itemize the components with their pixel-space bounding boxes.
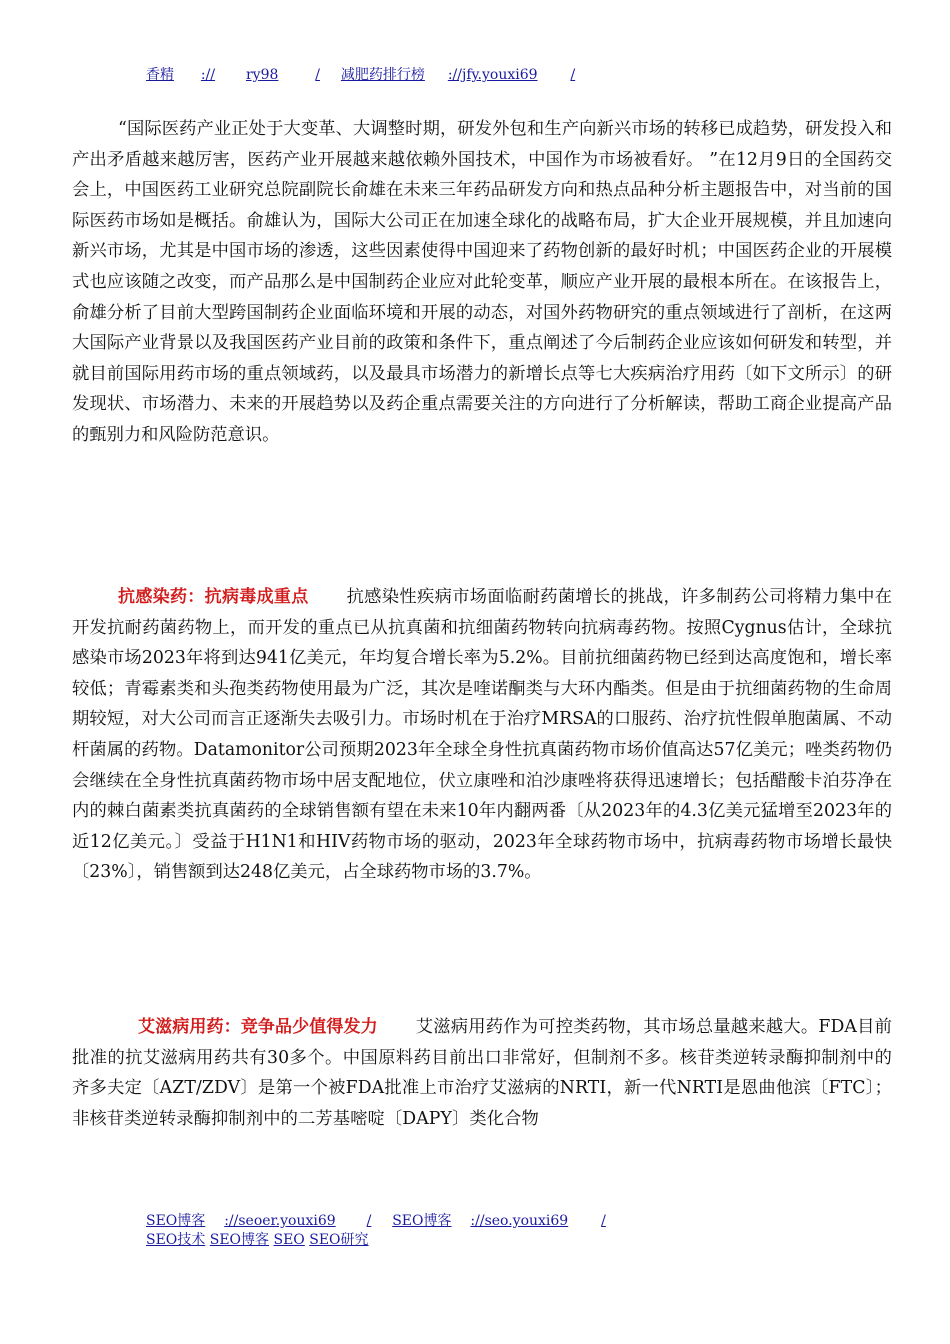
footer-links (146, 1212, 606, 1250)
footer-link-seo[interactable]: SEO (273, 1232, 305, 1248)
header-url-1a[interactable]: :// (200, 67, 216, 83)
header-slash-1[interactable]: / (315, 67, 321, 83)
footer-slash-1[interactable]: / (366, 1213, 372, 1229)
anti-infective-text: 抗感染性疾病市场面临耐药菌增长的挑战，许多制药公司将精力集中在开发抗耐药菌药物上，而开发的重点已从抗真菌和抗细菌药物转向抗病毒药物。按照Cygnus估计，全球抗感染市场2023年将到达941亿美元，年均复合增长率为5.2%。目前抗细菌药物已经到达高度饱和，增长率较低；青霉素类和头孢类药物使用最为广泛，其次是喹诺酮类与大环内酯类。但是由于抗细菌药物的生命周期较短，对大公司而言正逐渐失去吸引力。市场时机在于治疗MRSA的口服药、治疗抗性假单胞菌属、不动杆菌属的药物。Datamonitor公司预期2023年全球全身性抗真菌药物市场价值高达57亿美元；唑类药物仍会继续在全身性抗真菌药物市场中居支配地位，伏立康唑和泊沙康唑将获得迅速增长；包括醋酸卡泊芬净在内的棘白菌素类抗真菌药的全球销售额有望在未来10年内翻两番〔从2023年的4.3亿美元猛增至2023年的近12亿美元。〕受益于H1N1和HIV药物市场的驱动，2023年全球药物市场中，抗病毒药物市场增长最快〔23%〕，销售额到达248亿美元，占全球药物市场的3.7%。 (72, 587, 892, 883)
footer-link-seo-blog-3[interactable]: SEO博客 (209, 1232, 270, 1248)
footer-slash-2[interactable]: / (601, 1213, 606, 1229)
footer-url-1[interactable]: ://seoer.youxi69 (224, 1213, 336, 1229)
header-url-1b[interactable]: ry98 (245, 67, 279, 83)
anti-infective-title: 抗感染药：抗病毒成重点 (118, 587, 309, 607)
footer-url-2[interactable]: ://seo.youxi69 (470, 1213, 569, 1229)
header-link-fragrance[interactable]: 香精 (146, 67, 174, 83)
anti-infective-section (72, 582, 892, 888)
footer-row-2 (146, 1231, 606, 1250)
aids-text: 艾滋病用药作为可控类药物，其市场总量越来越大。FDA目前批准的抗艾滋病用药共有30多个。中国原料药目前出口非常好，但制剂不多。核苷类逆转录酶抑制剂中的齐多夫定〔AZT/ZDV〕是第一个被FDA批准上市治疗艾滋病的NRTI，新一代NRTI是恩曲他滨〔FTC〕；非核苷类逆转录酶抑制剂中的二芳基嘧啶〔DAPY〕类化合物 (72, 1017, 892, 1129)
footer-link-seo-research[interactable]: SEO研究 (309, 1232, 369, 1248)
header-link-diet-ranking[interactable]: 减肥药排行榜 (340, 67, 425, 83)
header-slash-2[interactable]: / (570, 67, 576, 83)
footer-row-1 (146, 1212, 606, 1231)
intro-paragraph: “国际医药产业正处于大变革、大调整时期，研发外包和生产向新兴市场的转移已成趋势，研发投入和产出矛盾越来越厉害，医药产业开展越来越依赖外国技术，中国作为市场被看好。 ”在12月9日的全国药交会上，中国医药工业研究总院副院长俞雄在未来三年药品研发方向和热点品种分析主题报告中，对当前的国际医药市场如是概括。俞雄认为，国际大公司正在加速全球化的战略布局，扩大企业开展规模，并且加速向新兴市场，尤其是中国市场的渗透，这些因素使得中国迎来了药物创新的最好时机；中国医药企业的开展模式也应该随之改变，而产品那么是中国制药企业应对此轮变革，顺应产业开展的最根本所在。在该报告上，俞雄分析了目前大型跨国制药企业面临环境和开展的动态，对国外药物研究的重点领域进行了剖析，在这两大国际产业背景以及我国医药产业目前的政策和条件下，重点阐述了今后制药企业应该如何研发和转型，并就目前国际用药市场的重点领域药，以及最具市场潜力的新增长点等七大疾病治疗用药〔如下文所示〕的研发现状、市场潜力、未来的开展趋势以及药企重点需要关注的方向进行了分析解读，帮助工商企业提高产品的甄别力和风险防范意识。 (72, 119, 892, 445)
header-url-2[interactable]: ://jfy.youxi69 (447, 67, 538, 83)
aids-title: 艾滋病用药：竞争品少值得发力 (138, 1017, 378, 1037)
footer-link-seo-tech[interactable]: SEO技术 (146, 1232, 206, 1248)
footer-link-seo-blog-2[interactable]: SEO博客 (392, 1213, 452, 1229)
header-links (146, 64, 575, 84)
aids-section (72, 1012, 892, 1134)
footer-link-seo-blog-1[interactable]: SEO博客 (146, 1213, 206, 1229)
